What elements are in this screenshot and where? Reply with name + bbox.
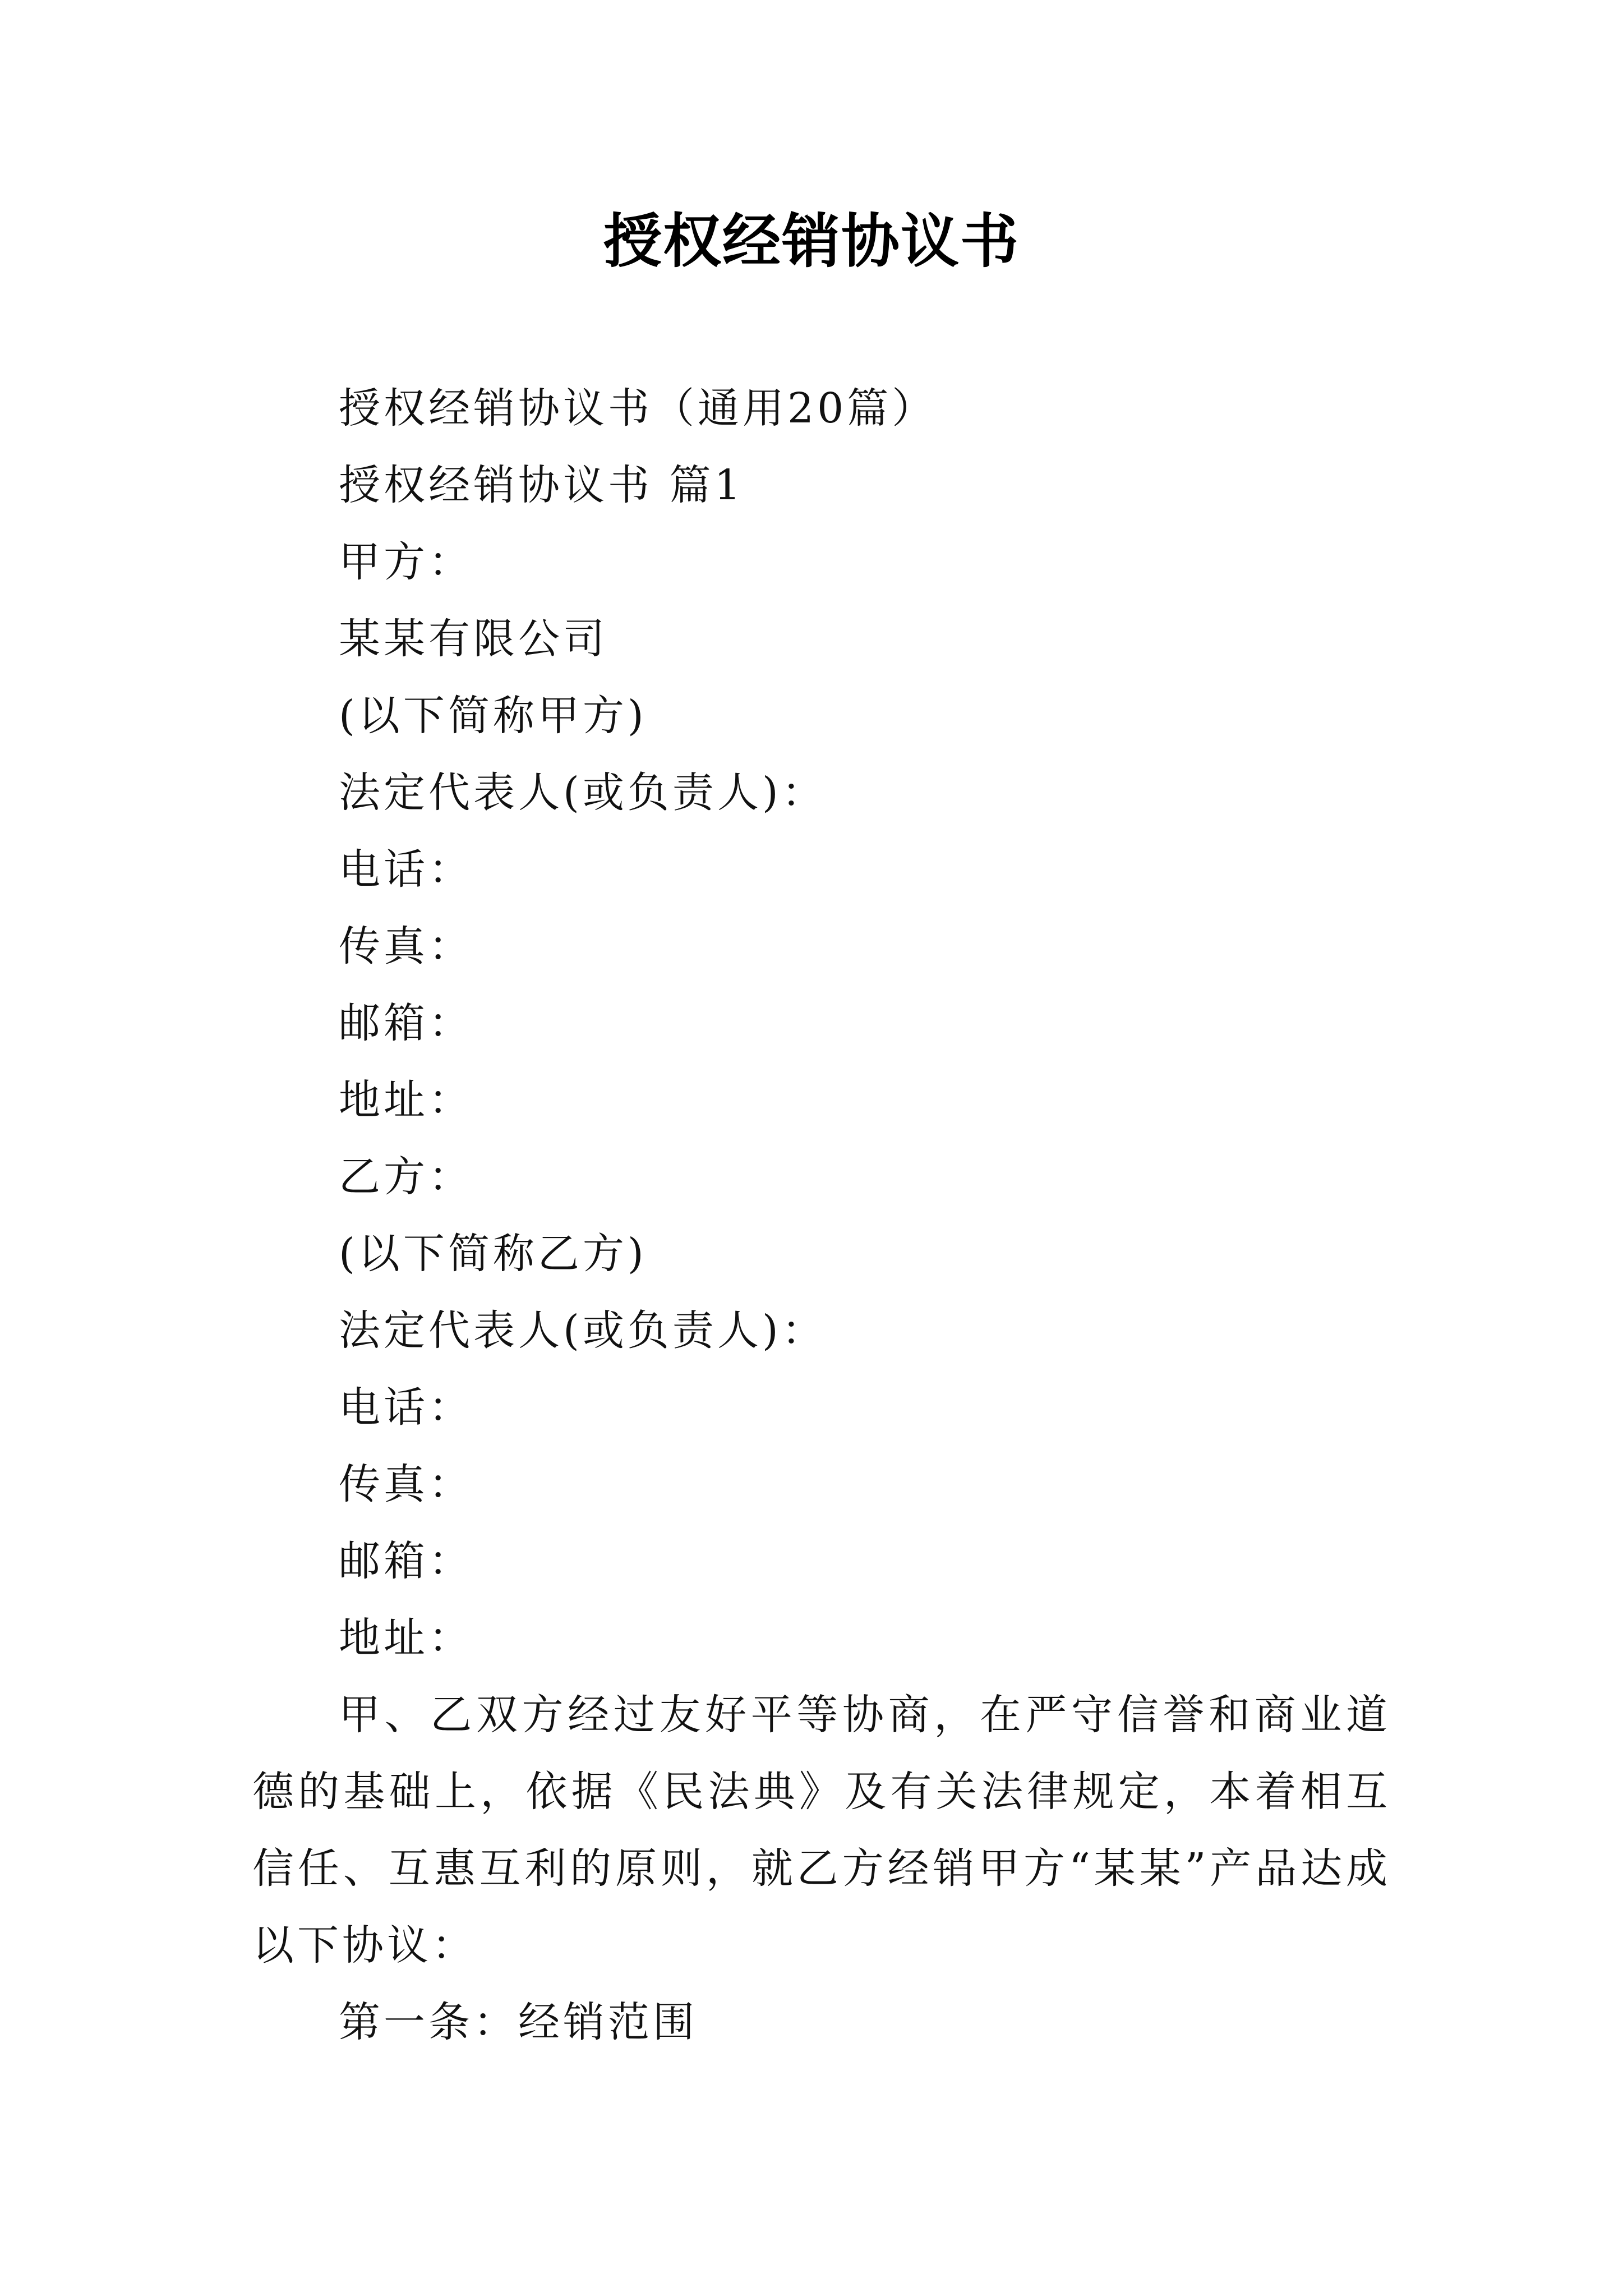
party-b-phone: 电话： [339, 1383, 473, 1432]
party-b-fax: 传真： [339, 1460, 473, 1508]
chapter-heading: 授权经销协议书 篇1 [339, 461, 744, 509]
document-body [252, 370, 1391, 2061]
document-title: 授权经销协议书 [603, 206, 1020, 275]
party-b-legal-rep: 法定代表人(或负责人)： [339, 1306, 827, 1355]
party-a-label: 甲方： [339, 538, 473, 586]
party-a-email: 邮箱： [339, 999, 473, 1047]
party-a-phone: 电话： [339, 845, 473, 894]
party-b-label: 乙方： [339, 1153, 473, 1201]
party-b-email: 邮箱： [339, 1537, 473, 1585]
party-a-abbrev: (以下简称甲方) [339, 692, 647, 740]
party-b-abbrev: (以下简称乙方) [339, 1230, 647, 1278]
subtitle-line: 授权经销协议书（通用20篇） [339, 384, 937, 432]
section-heading: 第一条：经销范围 [339, 1998, 698, 2046]
agreement-preamble: 甲、乙双方经过友好平等协商，在严守信誉和商业道德的基础上，依据《民法典》及有关法律规定，本着相互信任、互惠互利的原则，就乙方经销甲方“某某”产品达成以下协议： [252, 1691, 1391, 1970]
party-a-fax: 传真： [339, 922, 473, 970]
party-a-address: 地址： [339, 1076, 473, 1124]
party-a-name: 某某有限公司 [339, 615, 608, 663]
party-b-address: 地址： [339, 1614, 473, 1662]
party-a-legal-rep: 法定代表人(或负责人)： [339, 769, 827, 817]
